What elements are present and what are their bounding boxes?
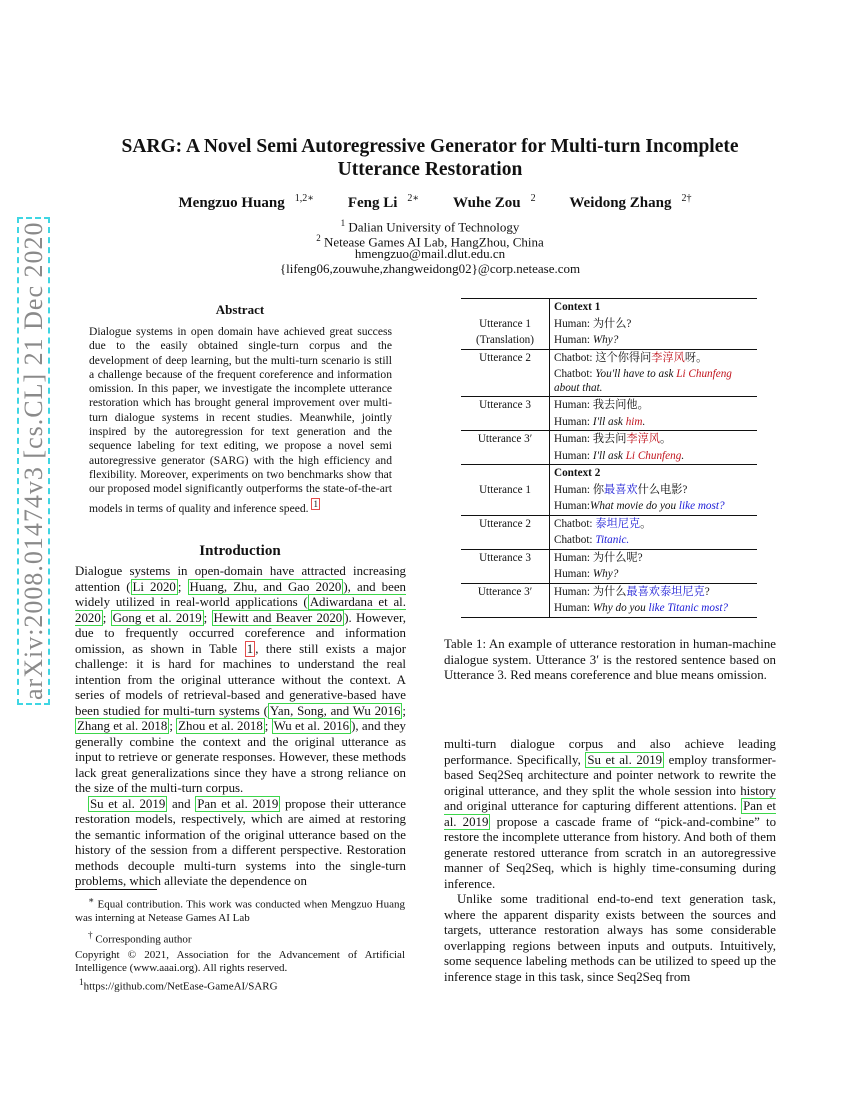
- table-row: Utterance 1 Human: 为什么?: [461, 316, 757, 333]
- table-row: Utterance 1 Human: 你最喜欢什么电影?: [461, 482, 757, 499]
- author: Mengzuo Huang $^{1,2∗}$: [178, 193, 315, 211]
- context-header: Context 1: [554, 301, 601, 313]
- arxiv-id: arXiv:2008.01474v3: [19, 466, 48, 700]
- repo-link[interactable]: https://github.com/NetEase-GameAI/SARG: [83, 980, 278, 993]
- table-row: [461, 465, 757, 482]
- table-row: [461, 299, 757, 316]
- table-row: (Translation) Human: Why?: [461, 332, 757, 349]
- table-caption: Table 1: An example of utterance restoration in human-machine dialogue system. Utterance 3′ is the restored sentence based on Utterance 3. Red means coreference and blue means omission.: [444, 637, 776, 682]
- citation-link[interactable]: Hewitt and Beaver 2020: [213, 610, 343, 625]
- title-line-1: SARG: A Novel Semi Autoregressive Generator for Multi-turn Incomplete: [121, 136, 739, 157]
- citation-link[interactable]: Adiwardana et al. 2020: [75, 595, 406, 625]
- author: Wuhe Zou $^2$: [452, 193, 536, 211]
- table-row: Utterance 3′ Human: 我去问李淳风。: [461, 431, 757, 448]
- abstract-body: Dialogue systems in open domain have achieved great success due to the easily obtained single-turn corpus and the development of deep learning, but the multi-turn scenario is still a challenge because of the frequent coreference and information omission. In this paper, we investigate the incomplete utterance restoration which has brought general improvement over multi-turn dialogue systems in recent studies. Meanwhile, jointly inspired by the autoregression for text generation and the sequence labeling for text editing, we propose a novel semi autoregressive generator (SARG) with the high efficiency and flexibility. Moreover, experiments on two benchmarks show that our proposed model significantly outperforms the state-of-the-art models in terms of quality and inference speed. $^1$: [89, 325, 392, 515]
- table-row: Human: Why?: [461, 566, 757, 583]
- citation-link[interactable]: Su et al. 2019: [90, 796, 166, 811]
- footnote-corresponding: † Corresponding author: [88, 929, 192, 946]
- citation-link[interactable]: Li 2020: [132, 579, 176, 594]
- citation-link[interactable]: Gong et al. 2019: [112, 610, 202, 625]
- table-row: Chatbot: You'll have to ask Li Chunfeng about that.: [461, 366, 757, 397]
- example-table: [461, 298, 757, 618]
- arxiv-category: [cs.CL]: [19, 372, 48, 459]
- paragraph: multi-turn dialogue corpus and also achieve leading performance. Specifically, Su et al. 2019 employ transformer-based Seq2Seq architecture and pointer network to rewrite the original utterance, and they split the whole session into history and original utterance for capturing different attentions. Pan et al. 2019 propose a cascade frame of “pick-and-combine” to restore the incomplete utterance from history. And both of them generate restored utterance from scratch in an autoregressive manner of Seq2Seq, which is highly time-consuming during inference.: [444, 737, 777, 891]
- intro-body: [75, 564, 406, 890]
- table-row: Human: I'll ask Li Chunfeng.: [461, 448, 757, 465]
- table-row: Utterance 2 Chatbot: 这个你得问李淳风呀。: [461, 349, 757, 366]
- email: {lifeng06,zouwuhe,zhangweidong02}@corp.netease.com: [279, 261, 581, 276]
- email: hmengzuo@mail.dlut.edu.cn: [354, 246, 506, 261]
- context-header: Context 2: [554, 467, 601, 479]
- affiliation: $^2$ Netease Games AI Lab, HangZhou, China: [316, 233, 544, 250]
- citation-link[interactable]: Yan, Song, and Wu 2016: [269, 703, 401, 718]
- section-heading-introduction: Introduction: [199, 543, 281, 559]
- footnote-url: $^1$https://github.com/NetEase-GameAI/SARG: [79, 976, 278, 993]
- citation-link[interactable]: Zhou et al. 2018: [178, 719, 263, 733]
- author: Weidong Zhang $^{2\dagger}$: [569, 193, 692, 211]
- citation-link[interactable]: Su et al. 2019: [587, 752, 663, 767]
- abstract-heading: Abstract: [215, 302, 265, 317]
- right-column-body: [444, 737, 776, 985]
- citation-link[interactable]: Wu et al. 2016: [273, 719, 350, 733]
- author: Feng Li $^{2∗}$: [347, 193, 420, 211]
- footnote-rule: [75, 889, 157, 890]
- footnote-equal: ∗ Equal contribution. This work was conducted when Mengzuo Huang was interning at Netease Games AI Lab: [75, 895, 406, 925]
- footnotes: [75, 894, 405, 994]
- copyright-notice: Copyright © 2021, Association for the Advancement of Artificial Intelligence (www.aaai.org). All rights reserved.: [75, 948, 405, 975]
- arxiv-identifier: [19, 221, 49, 705]
- table-row: Human: Why do you like Titanic most?: [461, 600, 757, 617]
- paragraph: Dialogue systems in open-domain have attracted increasing attention ( Li 2020 ; Huang, Zhu, and Gao 2020 ), and been widely utilized in real-world applications ( Adiwardana et al. 2020 ; Gong et al. 2019 ; Hewitt and Beaver 2020 ). However, due to frequently occurred coreference and information omission, as shown in Table 1 , there still exists a major challenge: it is hard for machines to understand the real intention from the original utterance without the context. A series of models of retrieval-based and generative-based have been studied for multi-turn systems ( Yan, Song, and Wu 2016 ; Zhang et al. 2018 ; Zhou et al. 2018 ; Wu et al. 2016 ), and they generally combine the context and the original utterance as input to retrieve or generate responses. However, these methods lack great generalizations since they have a strong reliance on the size of the multi-turn corpus.: [75, 564, 407, 795]
- author-list: [100, 193, 760, 212]
- paper-title: [100, 135, 760, 181]
- table-row: Human:What movie do you like most?: [461, 498, 757, 515]
- paragraph: Unlike some traditional end-to-end text generation task, where the apparent disparity exists between the sources and targets, utterance restoration always has some considerable overlapping regions between inputs and outputs. Intuitively, some sequence labeling methods can be utilized to speed up the inference stage in this task, since Seq2Seq from: [444, 892, 776, 984]
- table-row: Chatbot: Titanic.: [461, 532, 757, 549]
- footnote-link[interactable]: 1: [313, 498, 318, 509]
- table-row: Utterance 3′ Human: 为什么最喜欢泰坦尼克?: [461, 583, 757, 600]
- table-ref-link[interactable]: 1: [246, 641, 254, 656]
- citation-link[interactable]: Zhang et al. 2018: [77, 719, 168, 733]
- table-row: Utterance 3 Human: 我去问他。: [461, 397, 757, 414]
- table-row: Utterance 3 Human: 为什么呢?: [461, 549, 757, 566]
- paragraph: Su et al. 2019 and Pan et al. 2019 propose their utterance restoration models, respectively, which are aimed at restoring the semantic information of the original utterance based on the history of the session from a different perspective. Restoration methods decouple multi-turn systems into the single-turn problems, which alleviate the dependence on: [75, 796, 406, 888]
- title-line-2: Utterance Restoration: [337, 159, 523, 180]
- arxiv-date: 21 Dec 2020: [19, 221, 48, 366]
- affiliation: $^1$ Dalian University of Technology: [340, 218, 520, 235]
- citation-link[interactable]: Pan et al. 2019: [197, 796, 279, 811]
- table-row: Human: I'll ask him.: [461, 414, 757, 431]
- table-row: Utterance 2 Chatbot: 泰坦尼克。: [461, 515, 757, 532]
- citation-link[interactable]: Pan et al. 2019: [444, 799, 776, 829]
- citation-link[interactable]: Huang, Zhu, and Gao 2020: [189, 579, 342, 594]
